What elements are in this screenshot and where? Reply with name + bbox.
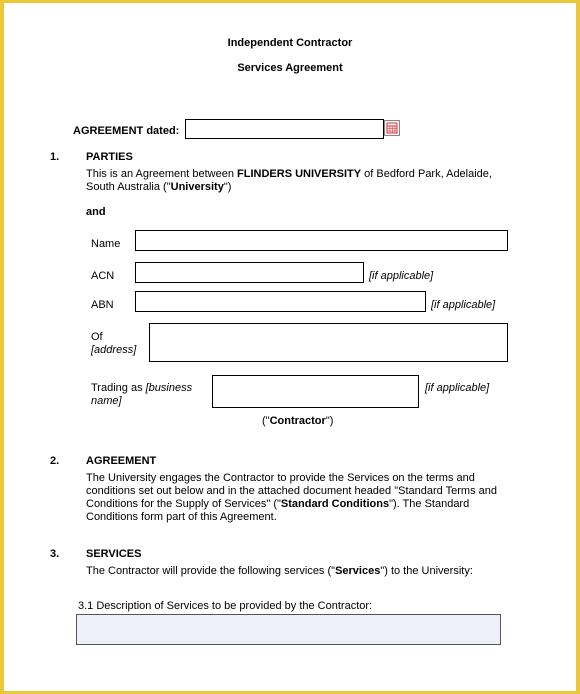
trading-name-field[interactable]: [212, 375, 419, 408]
university-term: University: [170, 181, 224, 193]
section2-line3-pre: Conditions for the Supply of Services" (": [86, 498, 281, 510]
standard-conditions-term: Standard Conditions: [280, 498, 390, 510]
contractor-bold: Contractor: [269, 415, 326, 427]
acn-field[interactable]: [135, 262, 364, 283]
document-page: [4, 3, 576, 691]
section3-number: 3.: [50, 548, 60, 560]
abn-label: ABN: [91, 299, 114, 311]
trading-as-label-note1: [business: [145, 382, 193, 394]
section2-number: 2.: [50, 455, 60, 467]
section2-line1: The University engages the Contractor to provide the Services on the terms and: [86, 472, 475, 484]
address-label: Of: [91, 331, 103, 343]
section3-line1-post: ") to the University:: [380, 565, 473, 577]
services-term: Services: [335, 565, 381, 577]
trading-as-label-note2: name]: [91, 395, 122, 407]
calendar-icon[interactable]: [384, 120, 400, 136]
section1-line2-pre: South Australia (": [86, 181, 171, 193]
contractor-post: "): [325, 415, 334, 427]
section1-number: 1.: [50, 151, 60, 163]
section1-heading: PARTIES: [86, 151, 133, 163]
document-title-line1: Independent Contractor: [227, 37, 353, 49]
agreement-dated-label: AGREEMENT dated:: [73, 125, 180, 137]
section2-line4: Conditions form part of this Agreement.: [86, 511, 277, 523]
section3-line1-pre: The Contractor will provide the following services (": [86, 565, 336, 577]
section1-line1-pre: This is an Agreement between: [86, 168, 238, 180]
acn-label: ACN: [91, 270, 115, 282]
university-name: FLINDERS UNIVERSITY: [237, 168, 362, 180]
services-description-field[interactable]: [76, 614, 501, 645]
trading-name-note: [if applicable]: [425, 382, 490, 394]
section1-line2-post: "): [223, 181, 232, 193]
section2-line3: [86, 498, 469, 511]
agreement-date-field[interactable]: [185, 119, 384, 139]
section3-heading: SERVICES: [86, 548, 142, 560]
address-field[interactable]: [149, 323, 508, 362]
section1-line1-post: of Bedford Park, Adelaide,: [361, 168, 492, 180]
address-label-note: [address]: [91, 344, 137, 356]
acn-note: [if applicable]: [369, 270, 434, 282]
contractor-pre: (": [262, 415, 270, 427]
contractor-term: [262, 415, 333, 428]
document-title-line2: Services Agreement: [237, 62, 343, 74]
section1-line1: [86, 168, 492, 181]
section2-line2: conditions set out below and in the attached document headed "Standard Terms and: [86, 485, 497, 497]
trading-as-label: Trading as: [91, 382, 146, 394]
abn-note: [if applicable]: [431, 299, 496, 311]
and-label: and: [86, 206, 106, 218]
name-field[interactable]: [135, 230, 508, 251]
services-description-label: 3.1 Description of Services to be provided by the Contractor:: [78, 600, 373, 612]
section2-line3-post: "). The Standard: [389, 498, 470, 510]
section3-line1: [86, 565, 473, 578]
section2-heading: AGREEMENT: [86, 455, 157, 467]
trading-as-label-line1: [91, 382, 192, 395]
name-label: Name: [91, 238, 121, 250]
section1-line2: [86, 181, 231, 194]
abn-field[interactable]: [135, 291, 426, 312]
